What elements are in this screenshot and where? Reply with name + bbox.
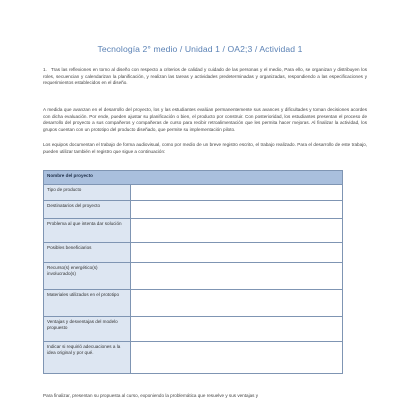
table-header-row: [44, 171, 343, 185]
row-label: Recurso(s) energético(s) involucrado(s): [44, 263, 131, 290]
table-row: [44, 342, 343, 374]
table-row: [44, 263, 343, 290]
row-value-cell[interactable]: [131, 317, 343, 342]
list-number: 1.: [43, 67, 47, 72]
table-row: [44, 317, 343, 342]
row-value-cell[interactable]: [131, 290, 343, 317]
paragraph-3: Los equipos documentan el trabajo de forma audiovisual, como por medio de un breve registro escrito, el trabajo realizado. Para el desarrollo de este trabajo, pueden utilizar también el registro que sigue a continuación:: [43, 142, 367, 154]
paragraph-1-text: Tras las reflexiones en torno al diseño con respecto a criterios de calidad y cuidado de las personas y el medio, Para ello, se organizan y distribuyen los roles, secuencian y calendarizan la planificación, y realizan las tareas y actividades predeterminadas y organizadas, respondiendo a las especificaciones y requerimientos establecidos en el diseño.: [43, 67, 367, 86]
row-value-cell[interactable]: [131, 263, 343, 290]
row-label: Posibles beneficiarios: [44, 243, 131, 263]
row-value-cell[interactable]: [131, 201, 343, 219]
document-title: Tecnología 2° medio / Unidad 1 / OA2;3 / Actividad 1: [97, 44, 303, 54]
row-label: Indicar si requirió adecuaciones a la idea original y por qué.: [44, 342, 131, 374]
table-row: [44, 290, 343, 317]
row-value-cell[interactable]: [131, 219, 343, 243]
table-header-cell: Nombre del proyecto: [44, 171, 343, 185]
row-label: Ventajas y desventajas del modelo propuesto: [44, 317, 131, 342]
row-label: Materiales utilizados en el prototipo: [44, 290, 131, 317]
row-label: Problema al que intenta dar solución: [44, 219, 131, 243]
row-value-cell[interactable]: [131, 342, 343, 374]
table-row: [44, 185, 343, 201]
row-value-cell[interactable]: [131, 185, 343, 201]
project-table: [43, 170, 343, 374]
paragraph-2: A medida que avanzan en el desarrollo del proyecto, los y las estudiantes evalúan permanentemente sus avances y dificultades y toman decisiones acordes con dicha evaluación. Por ende, pueden ajustar su planificación o bien, el producto por construir. Con posterioridad, los estudiantes presentan el proceso de desarrollo del proyecto a sus compañeros y compañeras de curso para recibir retroalimentación que les permita hacer mejoras. Al finalizar la actividad, los grupos cuentan con un prototipo del producto diseñado, que permite su implementación piloto.: [43, 107, 367, 132]
row-label: Tipo de producto: [44, 185, 131, 201]
paragraph-1: [43, 67, 367, 87]
table-row: [44, 243, 343, 263]
row-label: Destinatarios del proyecto: [44, 201, 131, 219]
table-row: [44, 201, 343, 219]
table-row: [44, 219, 343, 243]
paragraph-4: Para finalizar, presentan su propuesta al curso, exponiendo la problemática que resuelve y sus ventajas y: [43, 393, 259, 398]
row-value-cell[interactable]: [131, 243, 343, 263]
